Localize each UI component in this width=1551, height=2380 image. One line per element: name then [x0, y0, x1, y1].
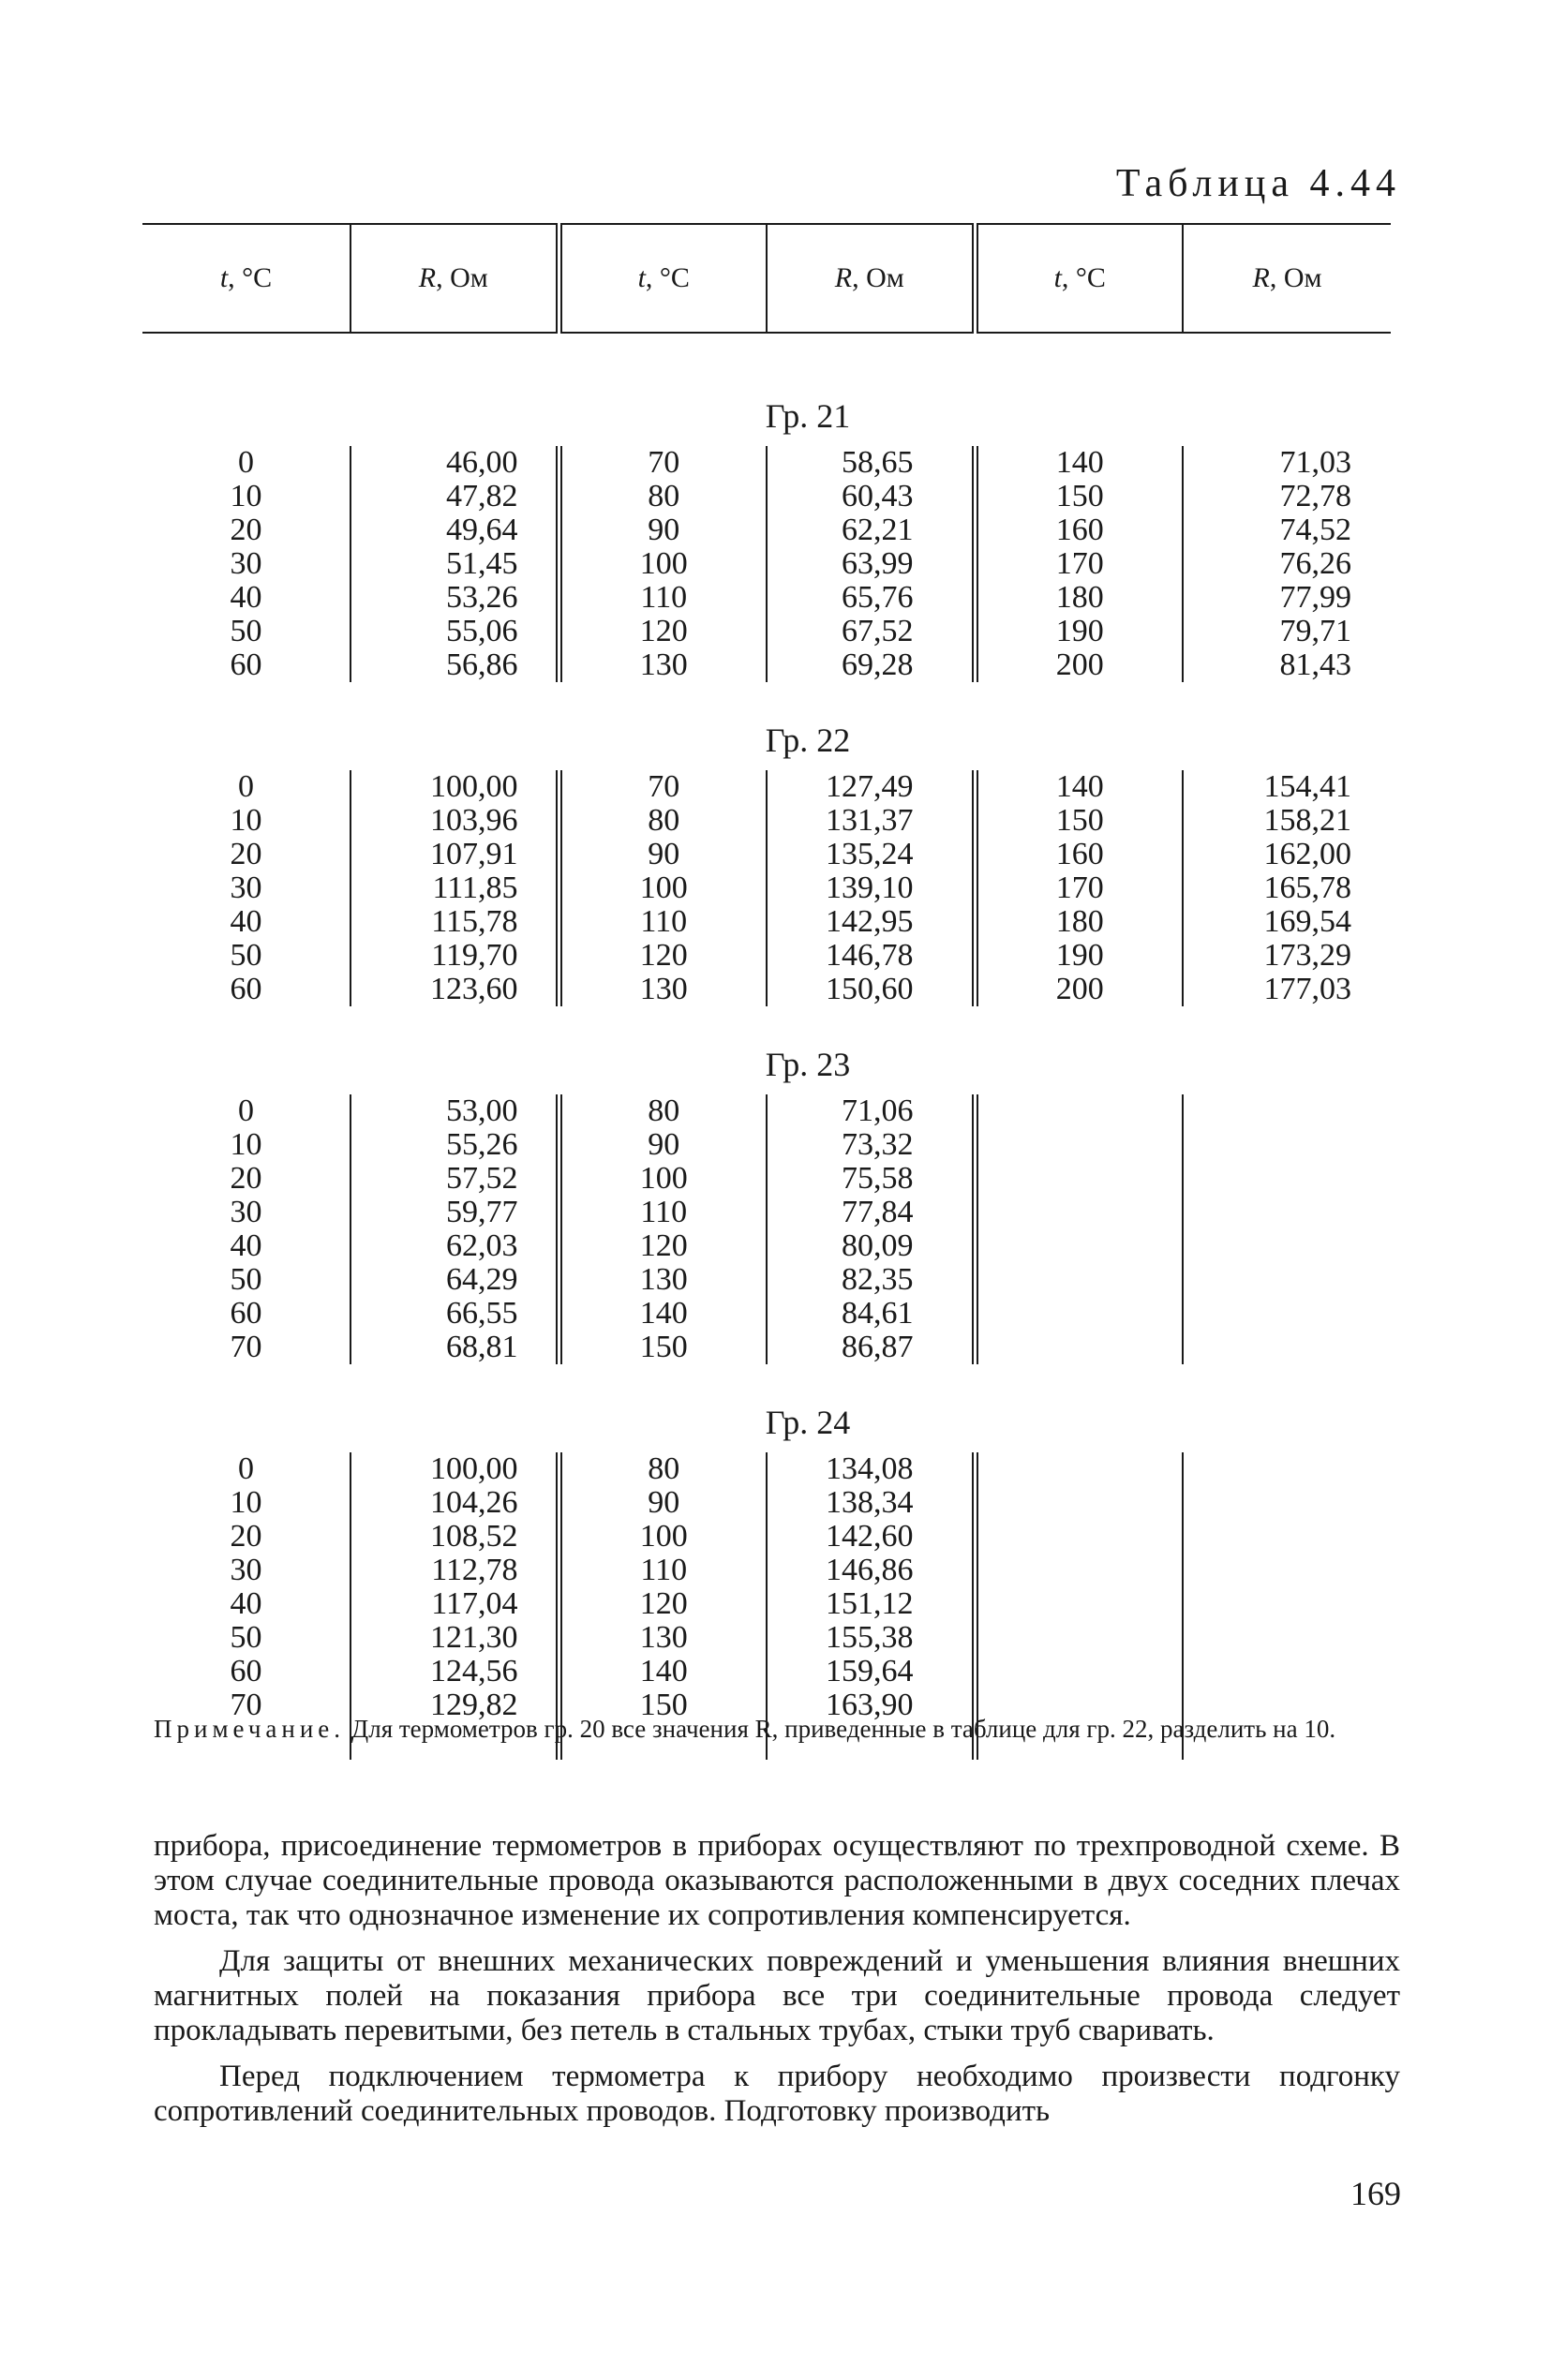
- header-temperature: t, °C: [142, 224, 350, 333]
- resistance-cell: 80,09: [767, 1229, 975, 1263]
- group-title: Гр. 21: [765, 397, 851, 435]
- resistance-cell: [1183, 1229, 1391, 1263]
- table-row: [142, 973, 1391, 1006]
- temperature-cell: 50: [230, 1262, 262, 1297]
- temperature-cell: [975, 1486, 1183, 1520]
- temperature-cell: 160: [975, 513, 1183, 547]
- group-heading-row: [142, 1006, 1391, 1094]
- resistance-cell: 155,38: [767, 1621, 975, 1655]
- resistance-cell: [1183, 1655, 1391, 1688]
- temperature-cell: 70: [230, 1330, 262, 1364]
- resistance-cell: [1183, 1520, 1391, 1554]
- temperature-cell: 150: [975, 804, 1183, 838]
- temperature-cell: 100: [559, 871, 767, 905]
- temperature-cell: 50: [230, 938, 262, 973]
- resistance-cell: [1183, 1587, 1391, 1621]
- resistance-cell: 119,70: [350, 939, 559, 973]
- temperature-cell: 60: [230, 1296, 262, 1331]
- table-row: [142, 1655, 1391, 1688]
- temperature-cell: [975, 1452, 1183, 1486]
- table-row: [142, 1196, 1391, 1229]
- temperature-cell: [975, 1655, 1183, 1688]
- resistance-cell: 162,00: [1183, 838, 1391, 871]
- resistance-cell: 72,78: [1183, 480, 1391, 513]
- temperature-cell: 110: [559, 581, 767, 615]
- table-row: [142, 804, 1391, 838]
- resistance-cell: 139,10: [767, 871, 975, 905]
- temperature-cell: 80: [559, 480, 767, 513]
- temperature-cell: 140: [975, 446, 1183, 480]
- temperature-cell: 120: [559, 615, 767, 648]
- temperature-cell: 20: [230, 1519, 262, 1554]
- temperature-cell: 40: [230, 904, 262, 939]
- temperature-cell: 90: [559, 1486, 767, 1520]
- group-title: Гр. 24: [765, 1404, 851, 1441]
- header-temperature: t, °C: [559, 224, 767, 333]
- table-row: [142, 1452, 1391, 1486]
- temperature-cell: 60: [230, 647, 262, 682]
- resistance-cell: 138,34: [767, 1486, 975, 1520]
- temperature-cell: 170: [975, 547, 1183, 581]
- temperature-cell: 150: [975, 480, 1183, 513]
- resistance-cell: 135,24: [767, 838, 975, 871]
- temperature-cell: 120: [559, 1587, 767, 1621]
- resistance-cell: 177,03: [1183, 973, 1391, 1006]
- resistance-cell: 62,03: [350, 1229, 559, 1263]
- temperature-cell: 100: [559, 1162, 767, 1196]
- temperature-cell: 0: [238, 445, 254, 480]
- table-note: [154, 1715, 1406, 1743]
- paragraph: Перед подключением термометра к прибору необходимо произвести подгонку сопротивлений соединительных проводов. Подготовку производить: [154, 2060, 1400, 2128]
- resistance-cell: 79,71: [1183, 615, 1391, 648]
- temperature-cell: 80: [559, 1094, 767, 1128]
- resistance-cell: 165,78: [1183, 871, 1391, 905]
- resistance-cell: 47,82: [350, 480, 559, 513]
- resistance-cell: 68,81: [350, 1331, 559, 1364]
- temperature-cell: [975, 1162, 1183, 1196]
- resistance-cell: 76,26: [1183, 547, 1391, 581]
- resistance-cell: 81,43: [1183, 648, 1391, 682]
- resistance-cell: 82,35: [767, 1263, 975, 1297]
- resistance-cell: 159,64: [767, 1655, 975, 1688]
- group-heading-row: [142, 682, 1391, 770]
- table-row: [142, 1263, 1391, 1297]
- temperature-cell: 140: [559, 1297, 767, 1331]
- header-resistance: R, Ом: [350, 224, 559, 333]
- resistance-cell: 56,86: [350, 648, 559, 682]
- resistance-cell: 173,29: [1183, 939, 1391, 973]
- table-row: [142, 905, 1391, 939]
- resistance-cell: 150,60: [767, 973, 975, 1006]
- resistance-cell: 131,37: [767, 804, 975, 838]
- temperature-cell: [975, 1331, 1183, 1364]
- temperature-cell: 20: [230, 1161, 262, 1196]
- temperature-cell: 0: [238, 1451, 254, 1486]
- temperature-cell: 10: [230, 1485, 262, 1520]
- temperature-cell: 200: [975, 648, 1183, 682]
- resistance-cell: 112,78: [350, 1554, 559, 1587]
- temperature-cell: 190: [975, 615, 1183, 648]
- temperature-cell: 150: [559, 1331, 767, 1364]
- temperature-cell: 120: [559, 939, 767, 973]
- table-row: [142, 1331, 1391, 1364]
- temperature-cell: [975, 1587, 1183, 1621]
- resistance-cell: [1183, 1297, 1391, 1331]
- resistance-cell: 100,00: [350, 770, 559, 804]
- group-title: Гр. 22: [765, 721, 851, 759]
- table-row: [142, 615, 1391, 648]
- resistance-cell: 142,60: [767, 1520, 975, 1554]
- table-row: [142, 939, 1391, 973]
- resistance-cell: 103,96: [350, 804, 559, 838]
- resistance-cell: 57,52: [350, 1162, 559, 1196]
- paragraph: прибора, присоединение термометров в приборах осуществляют по трехпроводной схеме. В этом случае соединительные провода оказываются расположенными в двух соседних плечах моста, так что однозначное изменение их сопротивления компенсируется.: [154, 1829, 1400, 1932]
- table-caption: Таблица 4.44: [1115, 162, 1401, 205]
- resistance-cell: 73,32: [767, 1128, 975, 1162]
- temperature-cell: 100: [559, 1520, 767, 1554]
- temperature-cell: 10: [230, 803, 262, 838]
- resistance-cell: [1183, 1128, 1391, 1162]
- table-row: [142, 871, 1391, 905]
- resistance-table: [142, 223, 1391, 1760]
- temperature-cell: 90: [559, 513, 767, 547]
- temperature-cell: [975, 1128, 1183, 1162]
- resistance-cell: 169,54: [1183, 905, 1391, 939]
- table-body: [142, 333, 1391, 1760]
- page-number: 169: [1350, 2175, 1401, 2212]
- group-heading-row: [142, 1364, 1391, 1452]
- temperature-cell: 40: [230, 1586, 262, 1621]
- temperature-cell: 40: [230, 1228, 262, 1263]
- resistance-cell: [1183, 1094, 1391, 1128]
- temperature-cell: [975, 1263, 1183, 1297]
- table-row: [142, 1229, 1391, 1263]
- temperature-cell: 160: [975, 838, 1183, 871]
- table-row: [142, 1297, 1391, 1331]
- resistance-cell: 58,65: [767, 446, 975, 480]
- temperature-cell: 110: [559, 1554, 767, 1587]
- temperature-cell: 0: [238, 769, 254, 804]
- temperature-cell: 60: [230, 972, 262, 1006]
- temperature-cell: 40: [230, 580, 262, 615]
- resistance-cell: [1183, 1162, 1391, 1196]
- resistance-cell: 46,00: [350, 446, 559, 480]
- temperature-cell: 190: [975, 939, 1183, 973]
- resistance-cell: 53,00: [350, 1094, 559, 1128]
- temperature-cell: [975, 1196, 1183, 1229]
- temperature-cell: [975, 1094, 1183, 1128]
- resistance-cell: 124,56: [350, 1655, 559, 1688]
- table-row: [142, 581, 1391, 615]
- resistance-cell: 163,90: [767, 1688, 975, 1722]
- table-row: [142, 838, 1391, 871]
- resistance-cell: 123,60: [350, 973, 559, 1006]
- table-row: [142, 1587, 1391, 1621]
- resistance-cell: 115,78: [350, 905, 559, 939]
- temperature-cell: 30: [230, 546, 262, 581]
- temperature-cell: 110: [559, 905, 767, 939]
- resistance-cell: 151,12: [767, 1587, 975, 1621]
- resistance-cell: 158,21: [1183, 804, 1391, 838]
- temperature-cell: 90: [559, 838, 767, 871]
- temperature-cell: 20: [230, 513, 262, 547]
- resistance-cell: 53,26: [350, 581, 559, 615]
- table-row: [142, 1520, 1391, 1554]
- resistance-cell: 142,95: [767, 905, 975, 939]
- table-row: [142, 1621, 1391, 1655]
- table-row: [142, 1554, 1391, 1587]
- note-text: Для термометров гр. 20 все значения R, приведенные в таблице для гр. 22, разделить на 10.: [350, 1715, 1336, 1743]
- temperature-cell: 20: [230, 837, 262, 871]
- resistance-cell: 55,06: [350, 615, 559, 648]
- temperature-cell: 100: [559, 547, 767, 581]
- header-temperature: t, °C: [975, 224, 1183, 333]
- resistance-cell: 71,06: [767, 1094, 975, 1128]
- resistance-cell: 107,91: [350, 838, 559, 871]
- resistance-cell: 129,82: [350, 1688, 559, 1722]
- table-row: [142, 480, 1391, 513]
- table-row: [142, 513, 1391, 547]
- temperature-cell: [975, 1297, 1183, 1331]
- resistance-cell: 77,84: [767, 1196, 975, 1229]
- resistance-cell: 108,52: [350, 1520, 559, 1554]
- temperature-cell: 30: [230, 1195, 262, 1229]
- temperature-cell: 150: [559, 1688, 767, 1722]
- table-row: [142, 1094, 1391, 1128]
- temperature-cell: [975, 1520, 1183, 1554]
- resistance-cell: 86,87: [767, 1331, 975, 1364]
- resistance-cell: 65,76: [767, 581, 975, 615]
- resistance-cell: 59,77: [350, 1196, 559, 1229]
- temperature-cell: 170: [975, 871, 1183, 905]
- resistance-cell: 117,04: [350, 1587, 559, 1621]
- temperature-cell: 200: [975, 973, 1183, 1006]
- temperature-cell: 30: [230, 1553, 262, 1587]
- resistance-cell: 66,55: [350, 1297, 559, 1331]
- temperature-cell: [975, 1554, 1183, 1587]
- temperature-cell: 130: [559, 1263, 767, 1297]
- resistance-cell: 146,86: [767, 1554, 975, 1587]
- temperature-cell: 80: [559, 804, 767, 838]
- resistance-cell: 60,43: [767, 480, 975, 513]
- group-title: Гр. 23: [765, 1046, 851, 1083]
- temperature-cell: 140: [975, 770, 1183, 804]
- resistance-cell: [1183, 1554, 1391, 1587]
- temperature-cell: 180: [975, 905, 1183, 939]
- paragraph: Для защиты от внешних механических повреждений и уменьшения влияния внешних магнитных полей на показания прибора все три соединительные провода следует прокладывать перевитыми, без петель в стальных трубах, стыки труб сваривать.: [154, 1944, 1400, 2047]
- temperature-cell: 50: [230, 614, 262, 648]
- resistance-cell: 146,78: [767, 939, 975, 973]
- resistance-cell: 63,99: [767, 547, 975, 581]
- temperature-cell: 70: [559, 770, 767, 804]
- resistance-cell: 104,26: [350, 1486, 559, 1520]
- temperature-cell: 110: [559, 1196, 767, 1229]
- resistance-cell: 64,29: [350, 1263, 559, 1297]
- temperature-cell: 140: [559, 1655, 767, 1688]
- table-row: [142, 446, 1391, 480]
- resistance-cell: 51,45: [350, 547, 559, 581]
- resistance-cell: [1183, 1452, 1391, 1486]
- resistance-cell: 75,58: [767, 1162, 975, 1196]
- temperature-cell: 120: [559, 1229, 767, 1263]
- table-row: [142, 770, 1391, 804]
- resistance-cell: 134,08: [767, 1452, 975, 1486]
- resistance-cell: [1183, 1486, 1391, 1520]
- resistance-cell: 62,21: [767, 513, 975, 547]
- temperature-cell: 130: [559, 1621, 767, 1655]
- table-header-row: [142, 224, 1391, 333]
- resistance-cell: [1183, 1196, 1391, 1229]
- resistance-cell: 69,28: [767, 648, 975, 682]
- temperature-cell: [975, 1229, 1183, 1263]
- resistance-cell: [1183, 1263, 1391, 1297]
- resistance-cell: [1183, 1621, 1391, 1655]
- temperature-cell: 130: [559, 648, 767, 682]
- group-heading-row: [142, 333, 1391, 446]
- temperature-cell: 70: [559, 446, 767, 480]
- temperature-cell: 80: [559, 1452, 767, 1486]
- resistance-cell: 71,03: [1183, 446, 1391, 480]
- note-label: Примечание.: [154, 1715, 346, 1743]
- table-row: [142, 547, 1391, 581]
- resistance-cell: 55,26: [350, 1128, 559, 1162]
- resistance-cell: 77,99: [1183, 581, 1391, 615]
- body-text: [154, 1829, 1400, 2140]
- temperature-cell: 90: [559, 1128, 767, 1162]
- resistance-cell: 67,52: [767, 615, 975, 648]
- temperature-cell: 180: [975, 581, 1183, 615]
- resistance-cell: [1183, 1331, 1391, 1364]
- resistance-cell: 154,41: [1183, 770, 1391, 804]
- temperature-cell: 0: [238, 1093, 254, 1128]
- resistance-cell: 111,85: [350, 871, 559, 905]
- table-row: [142, 648, 1391, 682]
- temperature-cell: 130: [559, 973, 767, 1006]
- temperature-cell: 50: [230, 1620, 262, 1655]
- header-resistance: R, Ом: [1183, 224, 1391, 333]
- temperature-cell: 60: [230, 1654, 262, 1688]
- table-row: [142, 1486, 1391, 1520]
- resistance-cell: 127,49: [767, 770, 975, 804]
- temperature-cell: [975, 1621, 1183, 1655]
- resistance-cell: 100,00: [350, 1452, 559, 1486]
- temperature-cell: 30: [230, 870, 262, 905]
- resistance-cell: 121,30: [350, 1621, 559, 1655]
- temperature-cell: 10: [230, 479, 262, 513]
- resistance-cell: 74,52: [1183, 513, 1391, 547]
- table-row: [142, 1128, 1391, 1162]
- table-row: [142, 1162, 1391, 1196]
- temperature-cell: 70: [230, 1688, 262, 1722]
- temperature-cell: 10: [230, 1127, 262, 1162]
- resistance-cell: 49,64: [350, 513, 559, 547]
- header-resistance: R, Ом: [767, 224, 975, 333]
- resistance-cell: 84,61: [767, 1297, 975, 1331]
